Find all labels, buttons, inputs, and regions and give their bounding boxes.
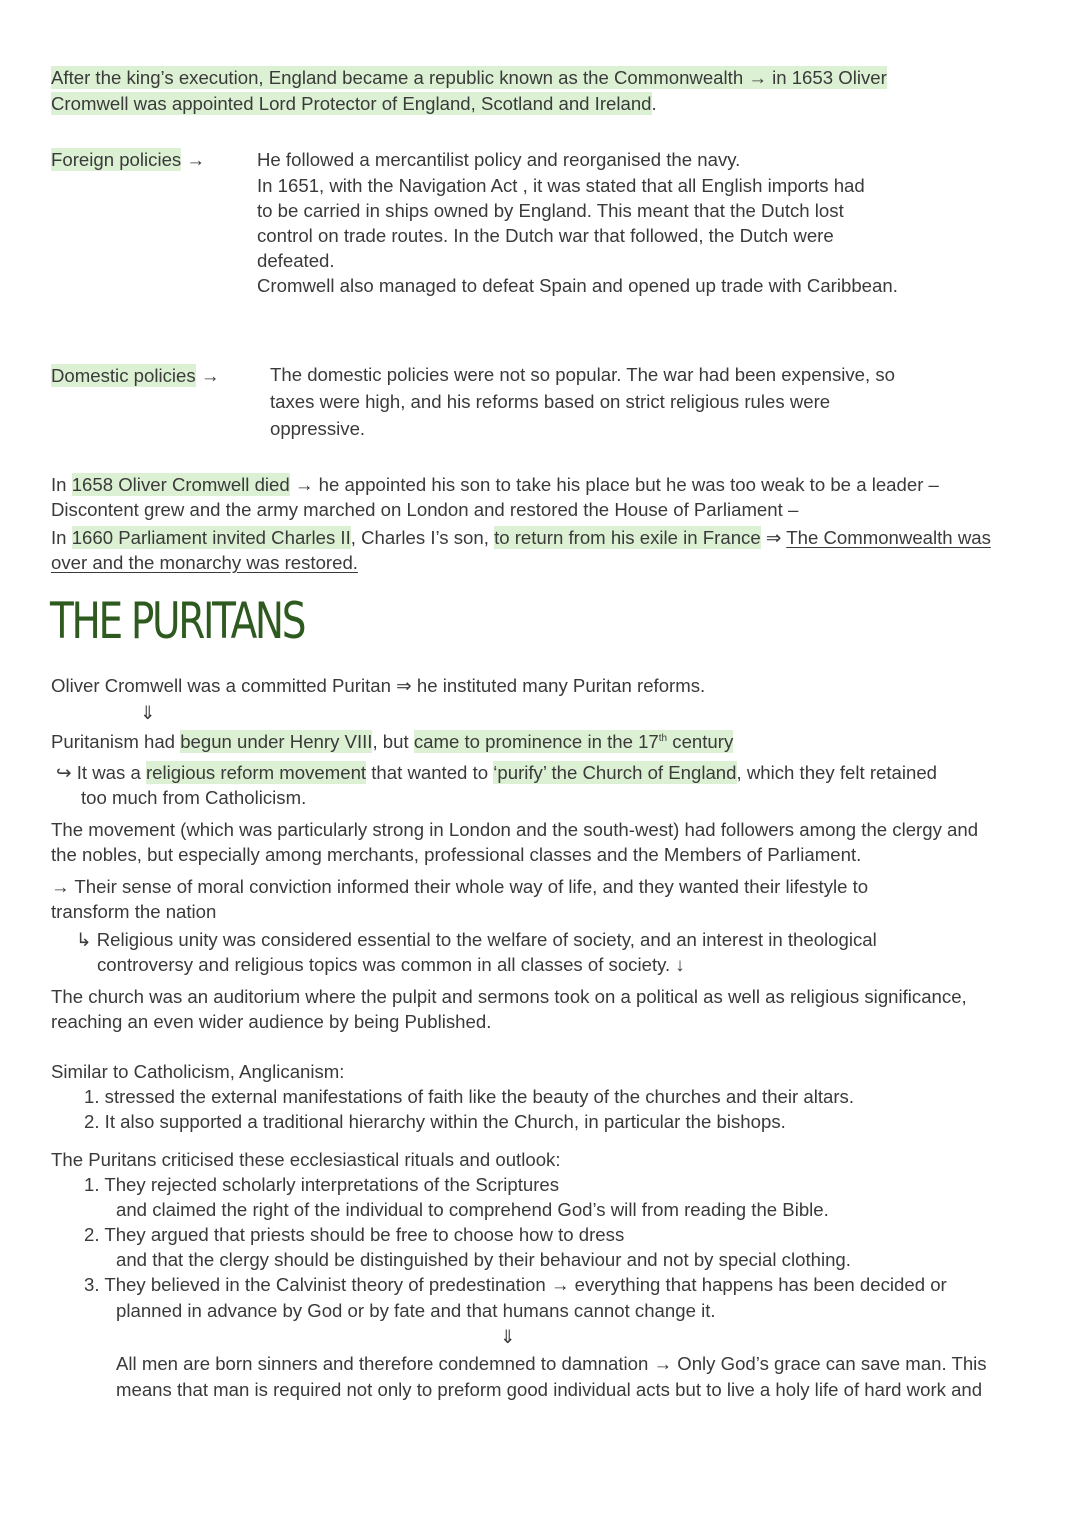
- text-segment: The movement (which was particularly strong in London and the south-west) had followers among the clergy and: [51, 819, 979, 840]
- text-line: [81, 786, 306, 810]
- text-line: [116, 1299, 716, 1323]
- highlighted-text: century: [667, 731, 734, 753]
- text-line: [51, 843, 861, 867]
- text-segment: The Puritans criticised these ecclesiastical rituals and outlook:: [51, 1149, 561, 1170]
- text-line: [51, 1010, 491, 1034]
- section-title: THE PURITANS: [50, 592, 305, 650]
- text-line: [270, 390, 830, 414]
- text-segment: .: [651, 93, 657, 114]
- text-line: [51, 498, 798, 522]
- text-line: [97, 953, 685, 977]
- text-segment: 1. They rejected scholarly interpretations of the Scriptures: [84, 1174, 560, 1195]
- text-segment: Discontent grew and the army marched on London and restored the House of Parliament –: [51, 499, 799, 520]
- text-line: [76, 928, 877, 952]
- text-segment: The church was an auditorium where the pulpit and sermons took on a political as well as religious significance,: [51, 986, 967, 1007]
- underlined-text: over and the monarchy was restored.: [51, 552, 358, 573]
- text-line: [84, 1085, 854, 1109]
- text-segment: too much from Catholicism.: [81, 787, 307, 808]
- text-segment: control on trade routes. In the Dutch war that followed, the Dutch were: [257, 225, 834, 246]
- text-segment: → he appointed his son to take his place but he was too weak to be a leader –: [289, 474, 939, 495]
- text-segment: All men are born sinners and therefore condemned to damnation → Only God’s grace can save man. This: [116, 1353, 987, 1374]
- text-line: [51, 674, 705, 698]
- text-line: [500, 1325, 516, 1349]
- text-line: [84, 1273, 947, 1297]
- text-segment: In: [51, 474, 72, 495]
- text-line: [116, 1378, 982, 1402]
- highlighted-text: Foreign policies: [51, 149, 182, 170]
- text-line: [51, 148, 205, 172]
- text-segment: Similar to Catholicism, Anglicanism:: [51, 1061, 345, 1082]
- text-line: [270, 417, 365, 441]
- text-line: [51, 526, 991, 550]
- text-segment: , Charles I’s son,: [350, 527, 495, 548]
- text-line: [51, 92, 657, 116]
- text-segment: ↪ It was a: [56, 762, 146, 783]
- text-line: [84, 1173, 559, 1197]
- text-line: [116, 1248, 851, 1272]
- text-segment: →: [195, 365, 220, 386]
- highlighted-text: 1660 Parliament invited Charles II: [71, 527, 351, 548]
- highlighted-text: came to prominence in the 17th: [413, 731, 668, 753]
- highlighted-text: to return from his exile in France: [494, 527, 761, 548]
- text-segment: →: [181, 149, 205, 170]
- text-line: [257, 224, 834, 248]
- text-segment: taxes were high, and his reforms based on strict religious rules were: [270, 391, 831, 412]
- text-line: [56, 761, 937, 785]
- text-segment: 3. They believed in the Calvinist theory of predestination → everything that happens has been decided or: [84, 1274, 947, 1295]
- text-line: [51, 985, 967, 1009]
- text-segment: that wanted to: [366, 762, 494, 783]
- text-line: [84, 1223, 624, 1247]
- text-segment: defeated.: [257, 250, 335, 271]
- text-line: [51, 818, 978, 842]
- text-segment: means that man is required not only to preform good individual acts but to live a holy life of hard work and: [116, 1379, 983, 1400]
- text-line: [257, 199, 844, 223]
- text-segment: Cromwell also managed to defeat Spain and opened up trade with Caribbean.: [257, 275, 898, 296]
- superscript: th: [658, 733, 668, 744]
- text-line: [257, 274, 898, 298]
- text-line: [51, 364, 219, 388]
- highlighted-text: religious reform movement: [145, 762, 367, 783]
- text-line: [116, 1198, 829, 1222]
- text-segment: ⇒: [760, 527, 787, 548]
- text-line: [84, 1110, 786, 1134]
- text-segment: ⇓: [140, 702, 156, 723]
- text-segment: planned in advance by God or by fate and that humans cannot change it.: [116, 1300, 716, 1321]
- text-line: [257, 148, 740, 172]
- highlighted-text: begun under Henry VIII: [180, 731, 373, 753]
- text-segment: 1. stressed the external manifestations of faith like the beauty of the churches and their altars.: [84, 1086, 855, 1107]
- text-line: [257, 249, 335, 273]
- text-segment: He followed a mercantilist policy and reorganised the navy.: [257, 149, 741, 170]
- highlighted-text: 1658 Oliver Cromwell died: [71, 474, 290, 495]
- text-line: [270, 363, 895, 387]
- text-line: [257, 174, 865, 198]
- text-line: [140, 701, 156, 725]
- text-segment: 2. They argued that priests should be free to choose how to dress: [84, 1224, 625, 1245]
- text-segment: In: [51, 527, 72, 548]
- text-segment: the nobles, but especially among merchants, professional classes and the Members of Parliament.: [51, 844, 862, 865]
- text-segment: reaching an even wider audience by being Published.: [51, 1011, 492, 1032]
- text-line: [51, 1060, 344, 1084]
- text-segment: In 1651, with the Navigation Act , it was stated that all English imports had: [257, 175, 865, 196]
- text-segment: , but: [372, 731, 414, 753]
- text-segment: transform the nation: [51, 901, 217, 922]
- text-segment: ↳ Religious unity was considered essential to the welfare of society, and an interest in theological: [76, 929, 877, 950]
- text-segment: → Their sense of moral conviction informed their whole way of life, and they wanted their lifestyle to: [51, 876, 869, 897]
- highlighted-text: After the king’s execution, England became a republic known as the Commonwealth → in 1653 Oliver: [51, 67, 887, 88]
- text-segment: controversy and religious topics was common in all classes of society. ↓: [97, 954, 685, 975]
- highlighted-text: Domestic policies: [51, 365, 196, 386]
- text-line: [51, 66, 887, 90]
- highlighted-text: Cromwell was appointed Lord Protector of England, Scotland and Ireland: [51, 93, 652, 114]
- text-segment: 2. It also supported a traditional hierarchy within the Church, in particular the bishops.: [84, 1111, 786, 1132]
- text-segment: ⇓: [500, 1326, 516, 1347]
- text-segment: to be carried in ships owned by England. This meant that the Dutch lost: [257, 200, 844, 221]
- text-segment: and claimed the right of the individual to comprehend God’s will from reading the Bible.: [116, 1199, 829, 1220]
- text-line: [51, 900, 216, 924]
- text-segment: oppressive.: [270, 418, 366, 439]
- text-segment: The domestic policies were not so popular. The war had been expensive, so: [270, 364, 895, 385]
- underlined-text: The Commonwealth was: [786, 527, 991, 548]
- text-line: [51, 1148, 561, 1172]
- text-line: [51, 875, 868, 899]
- text-segment: , which they felt retained: [736, 762, 938, 783]
- text-segment: Oliver Cromwell was a committed Puritan ⇒ he instituted many Puritan reforms.: [51, 675, 706, 696]
- highlighted-text: ‘purify’ the Church of England: [493, 762, 737, 783]
- text-segment: Puritanism had: [51, 731, 181, 753]
- text-line: [51, 727, 733, 754]
- text-line: [51, 551, 358, 575]
- text-line: [51, 473, 939, 497]
- text-line: [116, 1352, 987, 1376]
- text-segment: and that the clergy should be distinguished by their behaviour and not by special clothing.: [116, 1249, 851, 1270]
